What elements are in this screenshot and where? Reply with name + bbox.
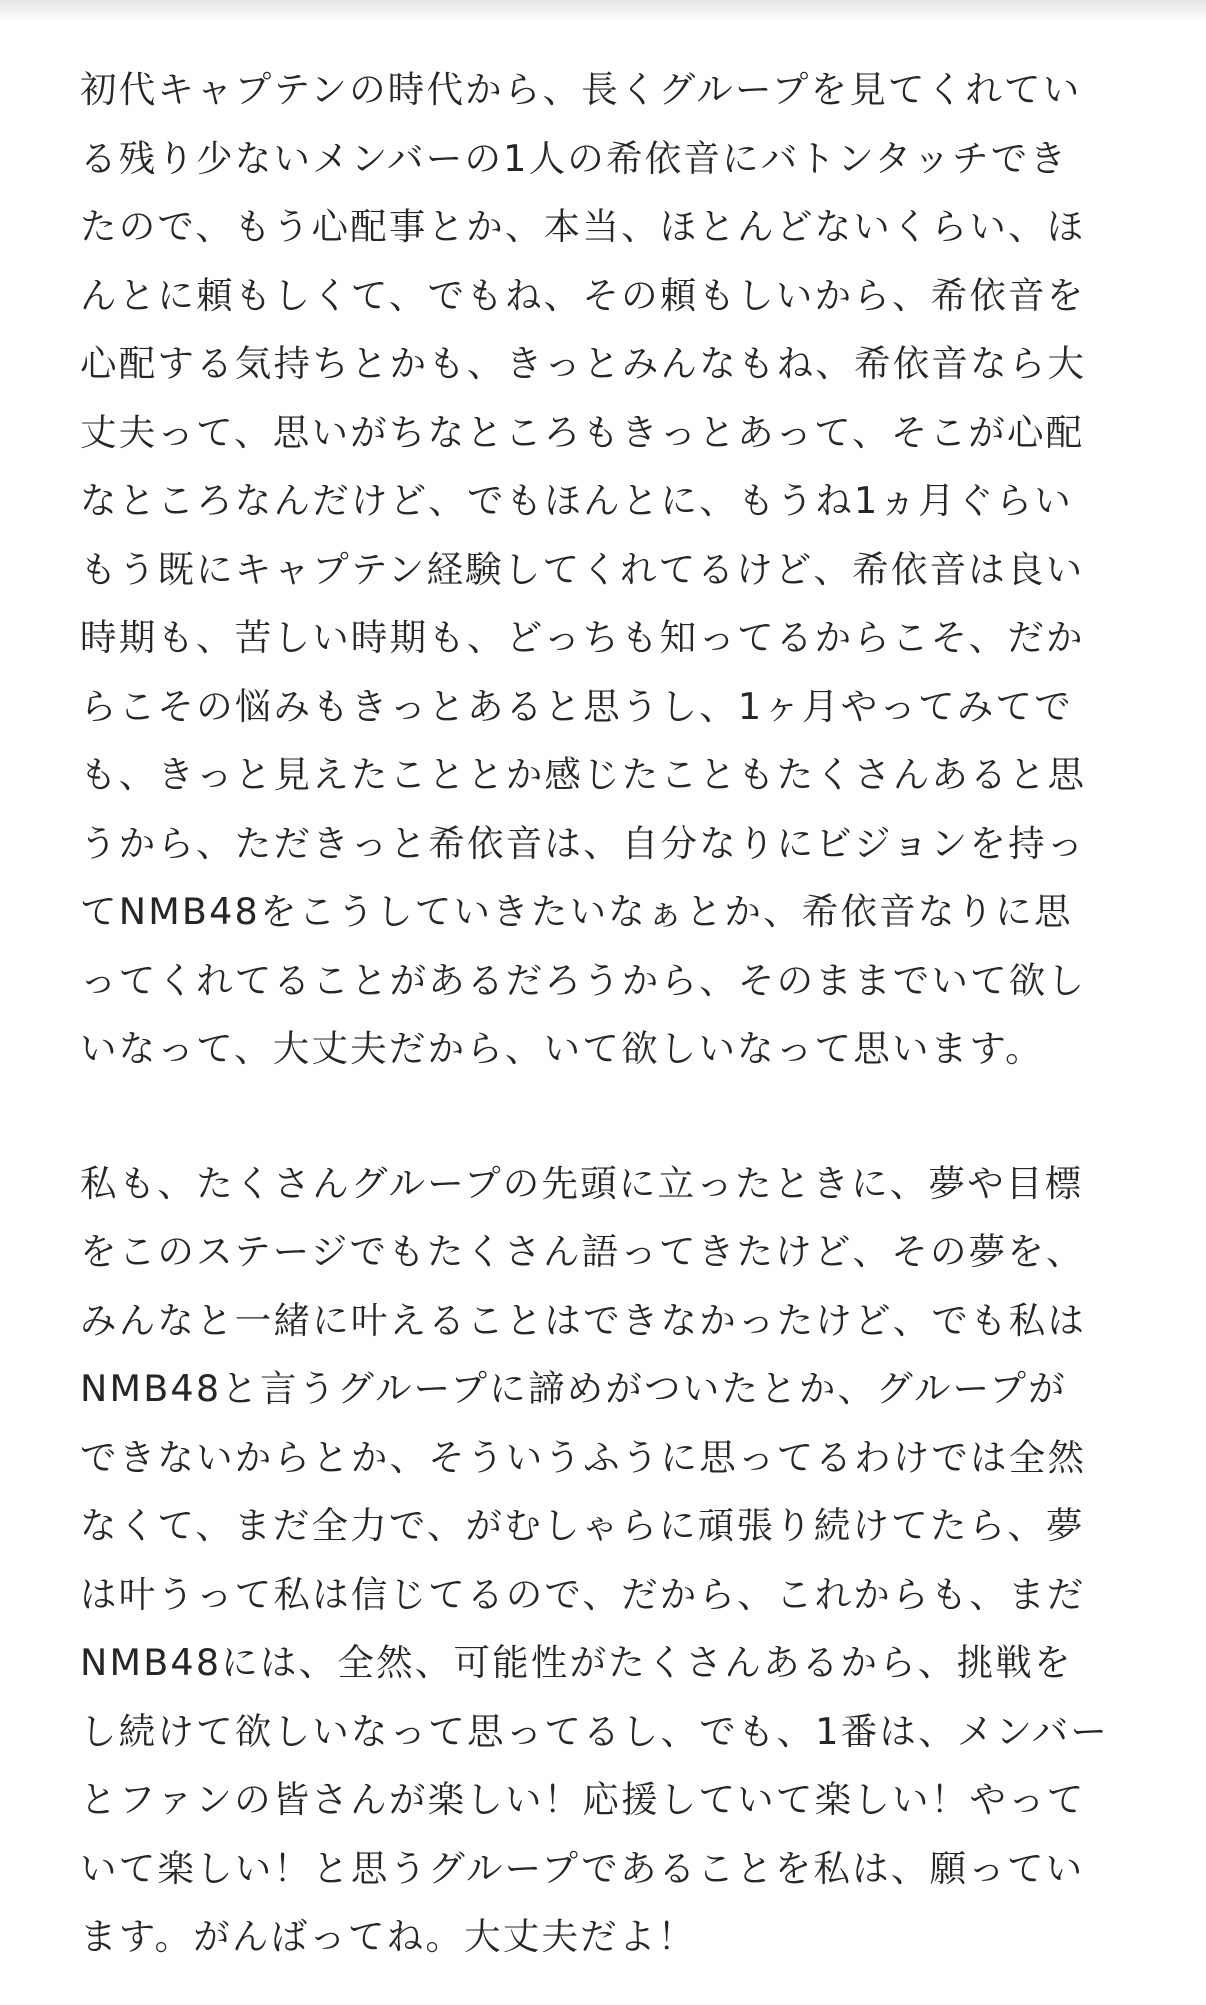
text-line: し続けて欲しいなって思ってるし、でも、1番は、メンバー <box>80 1709 1110 1753</box>
paragraph-2 <box>80 1150 1130 1972</box>
text-line: ってくれてることがあるだろうから、そのままでいて欲し <box>80 958 1087 1002</box>
text-line: なところなんだけど、でもほんとに、もうね1ヵ月ぐらい <box>80 479 1073 522</box>
text-line: ます。がんばってね。大丈夫だよ！ <box>80 1915 697 1958</box>
text-line: みんなと一緒に叶えることはできなかったけど、でも私は <box>80 1298 1087 1342</box>
text-line: も、きっと見えたこととか感じたこともたくさんあると思 <box>80 753 1087 796</box>
text-line: んとに頼もしくて、でもね、その頼もしいから、希依音を <box>80 273 1086 317</box>
text-line: うから、ただきっと希依音は、自分なりにビジョンを持っ <box>80 821 1086 865</box>
text-line: できないからとか、そういうふうに思ってるわけでは全然 <box>80 1435 1087 1479</box>
text-line: たので、もう心配事とか、本当、ほとんどないくらい、ほ <box>80 205 1086 248</box>
text-line: 丈夫って、思いがちなところもきっとあって、そこが心配 <box>80 410 1085 454</box>
top-shadow <box>0 0 1206 22</box>
text-line: をこのステージでもたくさん語ってきたけど、その夢を、 <box>80 1230 1085 1273</box>
text-line: いなって、大丈夫だから、いて欲しいなって思います。 <box>80 1027 1044 1070</box>
text-line: 初代キャプテンの時代から、長くグループを見てくれてい <box>80 68 1082 111</box>
text-line: 心配する気持ちとかも、きっとみんなもね、希依音なら大 <box>80 342 1087 385</box>
text-line: NMB48には、全然、可能性がたくさんあるから、挑戦を <box>80 1641 1073 1684</box>
text-line: なくて、まだ全力で、がむしゃらに頑張り続けてたら、夢 <box>80 1504 1085 1547</box>
text-line: は叶うって私は信じてるので、だから、これからも、まだ <box>80 1572 1086 1616</box>
paragraph-1 <box>80 56 1130 1084</box>
text-line: NMB48と言うグループに諦めがついたとか、グループが <box>80 1367 1067 1410</box>
text-line: らこその悩みもきっとあると思うし、1ヶ月やってみてで <box>80 684 1073 728</box>
article-body <box>80 56 1130 1972</box>
text-line: いて楽しい！と思うグループであることを私は、願ってい <box>80 1846 1085 1890</box>
text-line: てNMB48をこうしていきたいなぁとか、希依音なりに思 <box>80 890 1073 933</box>
text-line: もう既にキャプテン経験してくれてるけど、希依音は良い <box>80 547 1085 591</box>
text-line: る残り少ないメンバーの1人の希依音にバトンタッチでき <box>80 136 1069 180</box>
text-line: 時期も、苦しい時期も、どっちも知ってるからこそ、だか <box>80 616 1085 659</box>
text-line: 私も、たくさんグループの先頭に立ったときに、夢や目標 <box>80 1161 1084 1205</box>
text-line: とファンの皆さんが楽しい！応援していて楽しい！やって <box>80 1778 1086 1821</box>
paragraph-gap <box>80 1084 1130 1150</box>
